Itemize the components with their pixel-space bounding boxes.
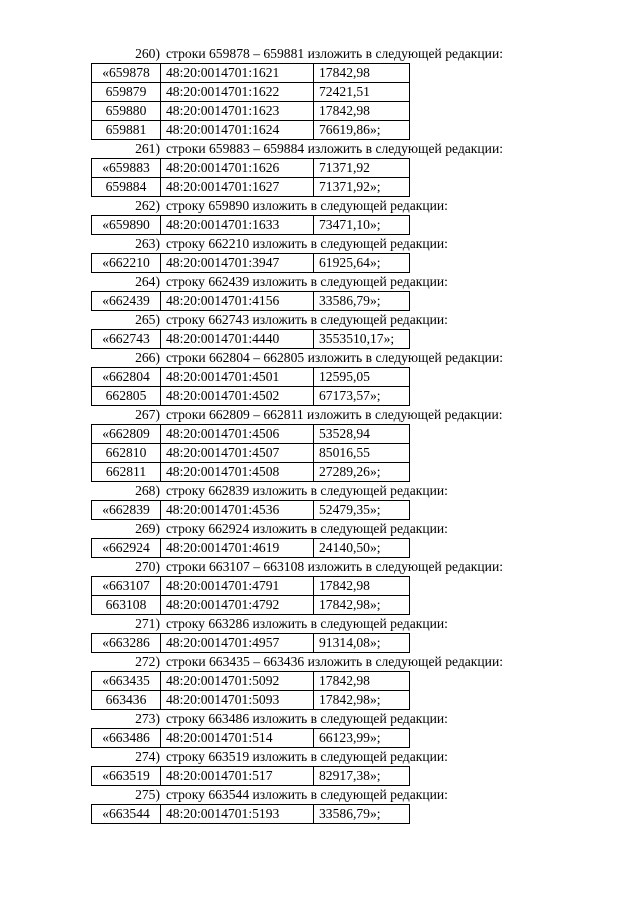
cadastral-number-cell: 48:20:0014701:1626 xyxy=(161,159,314,178)
row-number-cell: «663544 xyxy=(92,805,161,824)
amendment-heading xyxy=(0,311,640,329)
cadastral-number-cell: 48:20:0014701:4506 xyxy=(161,425,314,444)
cadastral-number-cell: 48:20:0014701:4440 xyxy=(161,330,314,349)
row-number-cell: 662810 xyxy=(92,444,161,463)
table-row xyxy=(92,596,410,615)
amendment-heading xyxy=(0,710,640,728)
amendment-heading xyxy=(0,273,640,291)
amendment-instruction: строки 663435 – 663436 изложить в следующей редакции: xyxy=(166,654,503,669)
amendment-instruction: строку 662924 изложить в следующей редакции: xyxy=(166,521,448,536)
value-cell: 72421,51 xyxy=(314,83,410,102)
cadastral-number-cell: 48:20:0014701:1627 xyxy=(161,178,314,197)
table-row xyxy=(92,178,410,197)
amendment-table xyxy=(91,728,410,748)
item-number: 268) xyxy=(135,483,160,498)
item-number: 263) xyxy=(135,236,160,251)
cadastral-number-cell: 48:20:0014701:4791 xyxy=(161,577,314,596)
item-number: 269) xyxy=(135,521,160,536)
cadastral-number-cell: 48:20:0014701:4536 xyxy=(161,501,314,520)
cadastral-number-cell: 48:20:0014701:4619 xyxy=(161,539,314,558)
item-number: 274) xyxy=(135,749,160,764)
amendment-table xyxy=(91,63,410,140)
amendment-table xyxy=(91,633,410,653)
item-number: 272) xyxy=(135,654,160,669)
table-row xyxy=(92,254,410,273)
table-row xyxy=(92,805,410,824)
row-number-cell: «659878 xyxy=(92,64,161,83)
cadastral-number-cell: 48:20:0014701:4792 xyxy=(161,596,314,615)
item-number: 260) xyxy=(135,46,160,61)
cadastral-number-cell: 48:20:0014701:514 xyxy=(161,729,314,748)
amendment-heading xyxy=(0,197,640,215)
table-row xyxy=(92,577,410,596)
amendment-instruction: строку 662210 изложить в следующей редакции: xyxy=(166,236,448,251)
amendment-instruction: строки 662809 – 662811 изложить в следующей редакции: xyxy=(166,407,503,422)
cadastral-number-cell: 48:20:0014701:1622 xyxy=(161,83,314,102)
amendment-table xyxy=(91,424,410,482)
table-row xyxy=(92,463,410,482)
table-row xyxy=(92,672,410,691)
cadastral-number-cell: 48:20:0014701:1624 xyxy=(161,121,314,140)
row-number-cell: 662805 xyxy=(92,387,161,406)
table-row xyxy=(92,102,410,121)
amendment-table xyxy=(91,329,410,349)
item-number: 271) xyxy=(135,616,160,631)
value-cell: 33586,79»; xyxy=(314,292,410,311)
amendment-instruction: строку 663486 изложить в следующей редакции: xyxy=(166,711,448,726)
amendment-table xyxy=(91,367,410,406)
row-number-cell: 663436 xyxy=(92,691,161,710)
table-row xyxy=(92,121,410,140)
cadastral-number-cell: 48:20:0014701:4502 xyxy=(161,387,314,406)
value-cell: 17842,98 xyxy=(314,102,410,121)
value-cell: 85016,55 xyxy=(314,444,410,463)
cadastral-number-cell: 48:20:0014701:1623 xyxy=(161,102,314,121)
amendment-instruction: строку 662839 изложить в следующей редакции: xyxy=(166,483,448,498)
cadastral-number-cell: 48:20:0014701:4156 xyxy=(161,292,314,311)
table-row xyxy=(92,539,410,558)
value-cell: 33586,79»; xyxy=(314,805,410,824)
value-cell: 52479,35»; xyxy=(314,501,410,520)
document-body xyxy=(0,45,640,824)
amendment-heading xyxy=(0,45,640,63)
amendment-table xyxy=(91,804,410,824)
amendment-table xyxy=(91,215,410,235)
item-number: 264) xyxy=(135,274,160,289)
cadastral-number-cell: 48:20:0014701:4957 xyxy=(161,634,314,653)
value-cell: 17842,98 xyxy=(314,577,410,596)
row-number-cell: 659880 xyxy=(92,102,161,121)
table-row xyxy=(92,444,410,463)
table-row xyxy=(92,368,410,387)
amendment-heading xyxy=(0,520,640,538)
amendment-heading xyxy=(0,558,640,576)
cadastral-number-cell: 48:20:0014701:5093 xyxy=(161,691,314,710)
row-number-cell: «662804 xyxy=(92,368,161,387)
value-cell: 71371,92»; xyxy=(314,178,410,197)
amendment-table xyxy=(91,500,410,520)
value-cell: 71371,92 xyxy=(314,159,410,178)
amendment-heading xyxy=(0,615,640,633)
row-number-cell: «662809 xyxy=(92,425,161,444)
value-cell: 66123,99»; xyxy=(314,729,410,748)
value-cell: 27289,26»; xyxy=(314,463,410,482)
row-number-cell: «663107 xyxy=(92,577,161,596)
value-cell: 17842,98 xyxy=(314,64,410,83)
cadastral-number-cell: 48:20:0014701:5092 xyxy=(161,672,314,691)
row-number-cell: «662439 xyxy=(92,292,161,311)
row-number-cell: 659884 xyxy=(92,178,161,197)
value-cell: 17842,98»; xyxy=(314,691,410,710)
item-number: 273) xyxy=(135,711,160,726)
value-cell: 76619,86»; xyxy=(314,121,410,140)
table-row xyxy=(92,64,410,83)
row-number-cell: «659890 xyxy=(92,216,161,235)
cadastral-number-cell: 48:20:0014701:4501 xyxy=(161,368,314,387)
item-number: 262) xyxy=(135,198,160,213)
cadastral-number-cell: 48:20:0014701:4507 xyxy=(161,444,314,463)
row-number-cell: «662924 xyxy=(92,539,161,558)
table-row xyxy=(92,501,410,520)
amendment-table xyxy=(91,671,410,710)
amendment-instruction: строки 663107 – 663108 изложить в следующей редакции: xyxy=(166,559,503,574)
item-number: 267) xyxy=(135,407,160,422)
value-cell: 73471,10»; xyxy=(314,216,410,235)
row-number-cell: 659881 xyxy=(92,121,161,140)
value-cell: 53528,94 xyxy=(314,425,410,444)
item-number: 265) xyxy=(135,312,160,327)
amendment-instruction: строку 663286 изложить в следующей редакции: xyxy=(166,616,448,631)
table-row xyxy=(92,83,410,102)
amendment-instruction: строку 662743 изложить в следующей редакции: xyxy=(166,312,448,327)
amendment-instruction: строки 659883 – 659884 изложить в следующей редакции: xyxy=(166,141,503,156)
value-cell: 12595,05 xyxy=(314,368,410,387)
row-number-cell: 663108 xyxy=(92,596,161,615)
item-number: 266) xyxy=(135,350,160,365)
amendment-table xyxy=(91,158,410,197)
amendment-heading xyxy=(0,235,640,253)
table-row xyxy=(92,330,410,349)
cadastral-number-cell: 48:20:0014701:517 xyxy=(161,767,314,786)
value-cell: 82917,38»; xyxy=(314,767,410,786)
row-number-cell: «663519 xyxy=(92,767,161,786)
amendment-heading xyxy=(0,653,640,671)
cadastral-number-cell: 48:20:0014701:1621 xyxy=(161,64,314,83)
value-cell: 67173,57»; xyxy=(314,387,410,406)
amendment-heading xyxy=(0,482,640,500)
cadastral-number-cell: 48:20:0014701:1633 xyxy=(161,216,314,235)
row-number-cell: «662210 xyxy=(92,254,161,273)
amendment-table xyxy=(91,538,410,558)
row-number-cell: «659883 xyxy=(92,159,161,178)
table-row xyxy=(92,729,410,748)
amendment-instruction: строки 659878 – 659881 изложить в следующей редакции: xyxy=(166,46,503,61)
amendment-table xyxy=(91,576,410,615)
item-number: 270) xyxy=(135,559,160,574)
value-cell: 17842,98 xyxy=(314,672,410,691)
table-row xyxy=(92,691,410,710)
table-row xyxy=(92,216,410,235)
table-row xyxy=(92,387,410,406)
table-row xyxy=(92,425,410,444)
amendment-instruction: строки 662804 – 662805 изложить в следующей редакции: xyxy=(166,350,503,365)
value-cell: 91314,08»; xyxy=(314,634,410,653)
item-number: 261) xyxy=(135,141,160,156)
table-row xyxy=(92,767,410,786)
amendment-instruction: строку 663544 изложить в следующей редакции: xyxy=(166,787,448,802)
row-number-cell: 662811 xyxy=(92,463,161,482)
table-row xyxy=(92,159,410,178)
amendment-heading xyxy=(0,349,640,367)
value-cell: 3553510,17»; xyxy=(314,330,410,349)
table-row xyxy=(92,634,410,653)
amendment-table xyxy=(91,766,410,786)
cadastral-number-cell: 48:20:0014701:5193 xyxy=(161,805,314,824)
row-number-cell: 659879 xyxy=(92,83,161,102)
value-cell: 61925,64»; xyxy=(314,254,410,273)
amendment-heading xyxy=(0,786,640,804)
amendment-table xyxy=(91,291,410,311)
value-cell: 17842,98»; xyxy=(314,596,410,615)
cadastral-number-cell: 48:20:0014701:4508 xyxy=(161,463,314,482)
value-cell: 24140,50»; xyxy=(314,539,410,558)
row-number-cell: «662839 xyxy=(92,501,161,520)
amendment-table xyxy=(91,253,410,273)
amendment-heading xyxy=(0,748,640,766)
table-row xyxy=(92,292,410,311)
amendment-instruction: строку 659890 изложить в следующей редакции: xyxy=(166,198,448,213)
amendment-instruction: строку 662439 изложить в следующей редакции: xyxy=(166,274,448,289)
amendment-instruction: строку 663519 изложить в следующей редакции: xyxy=(166,749,448,764)
row-number-cell: «662743 xyxy=(92,330,161,349)
row-number-cell: «663286 xyxy=(92,634,161,653)
row-number-cell: «663486 xyxy=(92,729,161,748)
amendment-heading xyxy=(0,406,640,424)
amendment-heading xyxy=(0,140,640,158)
item-number: 275) xyxy=(135,787,160,802)
cadastral-number-cell: 48:20:0014701:3947 xyxy=(161,254,314,273)
row-number-cell: «663435 xyxy=(92,672,161,691)
